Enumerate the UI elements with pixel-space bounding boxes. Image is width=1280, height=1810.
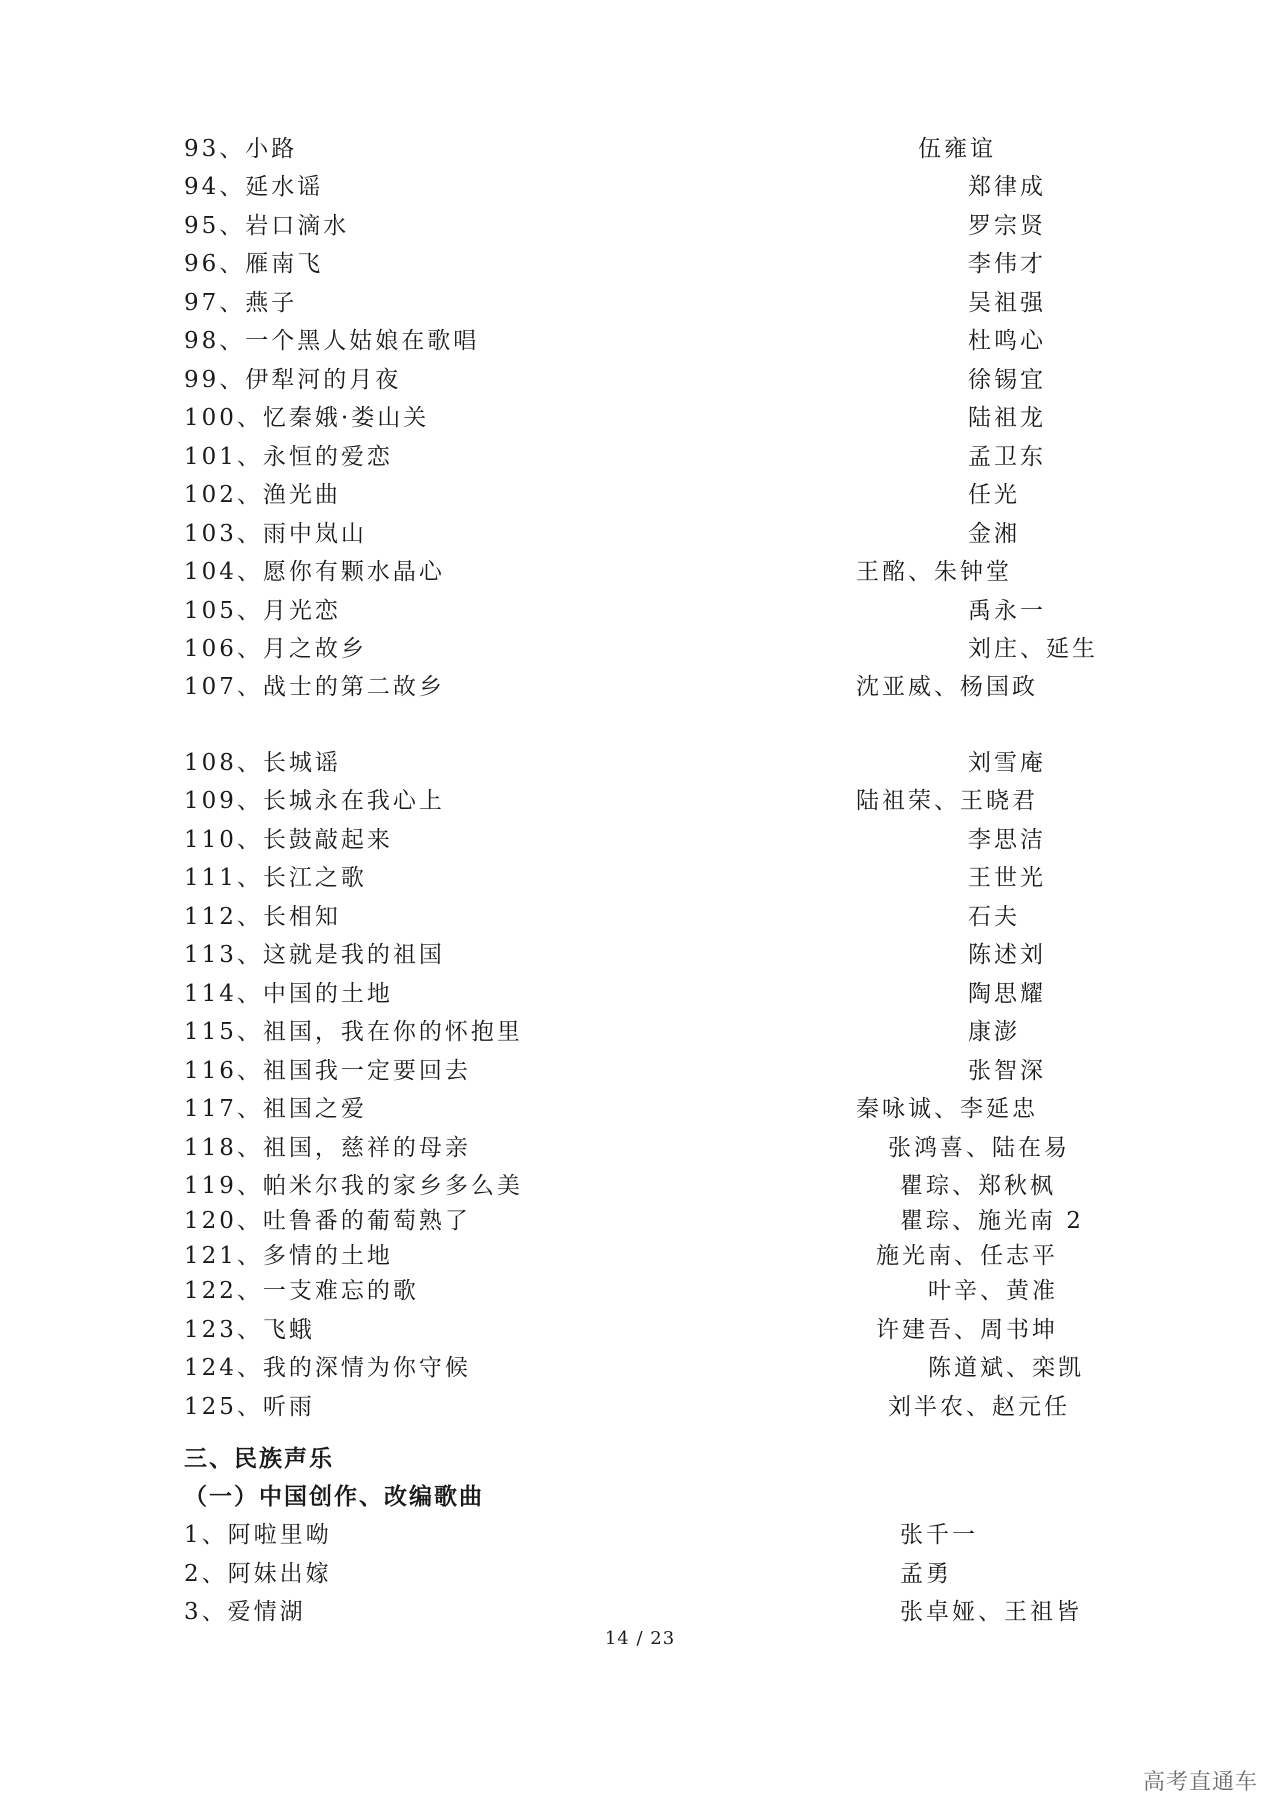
song-title: 107、战士的第二故乡 [184, 674, 445, 700]
song-title: 101、永恒的爱恋 [184, 444, 393, 470]
song-author: 刘半农、赵元任 [888, 1394, 1070, 1420]
song-author: 罗宗贤 [968, 213, 1046, 239]
song-title: 94、延水谣 [184, 174, 324, 200]
song-author: 陶思耀 [968, 981, 1046, 1007]
page-number: 14 / 23 [604, 1628, 676, 1649]
song-row [0, 1237, 1280, 1275]
song-author: 陈道斌、栾凯 [928, 1355, 1084, 1381]
song-row [0, 592, 1280, 630]
song-title: 116、祖国我一定要回去 [184, 1058, 471, 1084]
song-title: 115、祖国，我在你的怀抱里 [184, 1019, 523, 1045]
song-author: 吴祖强 [968, 290, 1046, 316]
song-row [0, 668, 1280, 706]
song-title: 99、伊犁河的月夜 [184, 367, 402, 393]
song-title: 123、飞蛾 [184, 1317, 315, 1343]
song-title: 104、愿你有颗水晶心 [184, 559, 445, 585]
section-heading: 三、民族声乐 [184, 1445, 334, 1472]
song-title: 102、渔光曲 [184, 482, 341, 508]
song-title: 100、忆秦娥·娄山关 [184, 405, 430, 431]
sub-song-row [0, 1516, 1280, 1554]
song-title: 113、这就是我的祖国 [184, 942, 445, 968]
song-row [0, 898, 1280, 936]
song-author: 伍雍谊 [918, 136, 996, 162]
song-row [0, 859, 1280, 897]
song-title: 124、我的深情为你守候 [184, 1355, 471, 1381]
song-row [0, 1202, 1280, 1240]
watermark-label: 高考直通车 [1142, 1770, 1258, 1795]
song-author: 刘雪庵 [968, 750, 1046, 776]
song-title: 93、小路 [184, 136, 298, 162]
song-row [0, 130, 1280, 168]
sub-song-row [0, 1555, 1280, 1593]
sub-song-author: 张千一 [900, 1522, 978, 1548]
song-author: 许建吾、周书坤 [876, 1317, 1058, 1343]
song-author: 石夫 [968, 904, 1020, 930]
song-author: 沈亚威、杨国政 [856, 674, 1038, 700]
song-row [0, 1349, 1280, 1387]
song-row [0, 744, 1280, 782]
song-title: 96、雁南飞 [184, 251, 324, 277]
song-row [0, 1311, 1280, 1349]
song-title: 106、月之故乡 [184, 636, 367, 662]
song-row [0, 284, 1280, 322]
song-title: 118、祖国，慈祥的母亲 [184, 1135, 471, 1161]
song-row [0, 515, 1280, 553]
song-row [0, 1272, 1280, 1310]
song-author: 禹永一 [968, 598, 1046, 624]
song-author: 王酩、朱钟堂 [856, 559, 1012, 585]
song-author: 陆祖荣、王晓君 [856, 788, 1038, 814]
song-row [0, 1052, 1280, 1090]
song-row [0, 975, 1280, 1013]
song-title: 109、长城永在我心上 [184, 788, 445, 814]
song-author: 孟卫东 [968, 444, 1046, 470]
sub-song-title: 1、阿啦里呦 [184, 1522, 332, 1548]
song-row [0, 168, 1280, 206]
song-title: 98、一个黑人姑娘在歌唱 [184, 328, 480, 354]
song-row [0, 1167, 1280, 1205]
subsection-heading: （一）中国创作、改编歌曲 [184, 1483, 484, 1510]
song-author: 王世光 [968, 865, 1046, 891]
song-title: 110、长鼓敲起来 [184, 827, 393, 853]
song-title: 112、长相知 [184, 904, 341, 930]
song-author: 杜鸣心 [968, 328, 1046, 354]
song-title: 108、长城谣 [184, 750, 341, 776]
sub-song-row [0, 1593, 1280, 1631]
song-title: 125、听雨 [184, 1394, 315, 1420]
song-author: 李伟才 [968, 251, 1046, 277]
song-row [0, 1388, 1280, 1426]
song-author: 陆祖龙 [968, 405, 1046, 431]
song-title: 103、雨中岚山 [184, 521, 367, 547]
song-author: 张鸿喜、陆在易 [888, 1135, 1070, 1161]
song-row [0, 1013, 1280, 1051]
song-row [0, 782, 1280, 820]
song-author: 金湘 [968, 521, 1020, 547]
song-title: 111、长江之歌 [184, 865, 367, 891]
sub-song-title: 3、爱情湖 [184, 1599, 306, 1625]
song-title: 114、中国的土地 [184, 981, 393, 1007]
song-author: 郑律成 [968, 174, 1046, 200]
song-title: 121、多情的土地 [184, 1243, 393, 1269]
song-author: 康澎 [968, 1019, 1020, 1045]
song-author: 李思洁 [968, 827, 1046, 853]
song-row [0, 207, 1280, 245]
song-author: 徐锡宜 [968, 367, 1046, 393]
sub-song-author: 孟勇 [900, 1561, 952, 1587]
song-title: 117、祖国之爱 [184, 1096, 367, 1122]
song-author: 张智深 [968, 1058, 1046, 1084]
song-row [0, 821, 1280, 859]
song-author: 刘庄、延生 [968, 636, 1098, 662]
song-row [0, 936, 1280, 974]
song-row [0, 438, 1280, 476]
song-author: 瞿琮、郑秋枫 [900, 1173, 1056, 1199]
sub-song-title: 2、阿妹出嫁 [184, 1561, 332, 1587]
song-author: 任光 [968, 482, 1020, 508]
song-author: 施光南、任志平 [876, 1243, 1058, 1269]
sub-song-author: 张卓娅、王祖皆 [900, 1599, 1082, 1625]
song-title: 122、一支难忘的歌 [184, 1278, 419, 1304]
song-author: 陈述刘 [968, 942, 1046, 968]
song-author: 瞿琮、施光南 2 [900, 1208, 1084, 1234]
song-title: 95、岩口滴水 [184, 213, 350, 239]
song-row [0, 553, 1280, 591]
song-row [0, 630, 1280, 668]
song-row [0, 245, 1280, 283]
song-title: 105、月光恋 [184, 598, 341, 624]
song-row [0, 476, 1280, 514]
song-row [0, 1090, 1280, 1128]
song-row [0, 1129, 1280, 1167]
song-author: 叶辛、黄准 [928, 1278, 1058, 1304]
song-title: 119、帕米尔我的家乡多么美 [184, 1173, 523, 1199]
song-title: 120、吐鲁番的葡萄熟了 [184, 1208, 471, 1234]
song-row [0, 322, 1280, 360]
song-row [0, 361, 1280, 399]
song-author: 秦咏诚、李延忠 [856, 1096, 1038, 1122]
song-row [0, 399, 1280, 437]
song-title: 97、燕子 [184, 290, 298, 316]
